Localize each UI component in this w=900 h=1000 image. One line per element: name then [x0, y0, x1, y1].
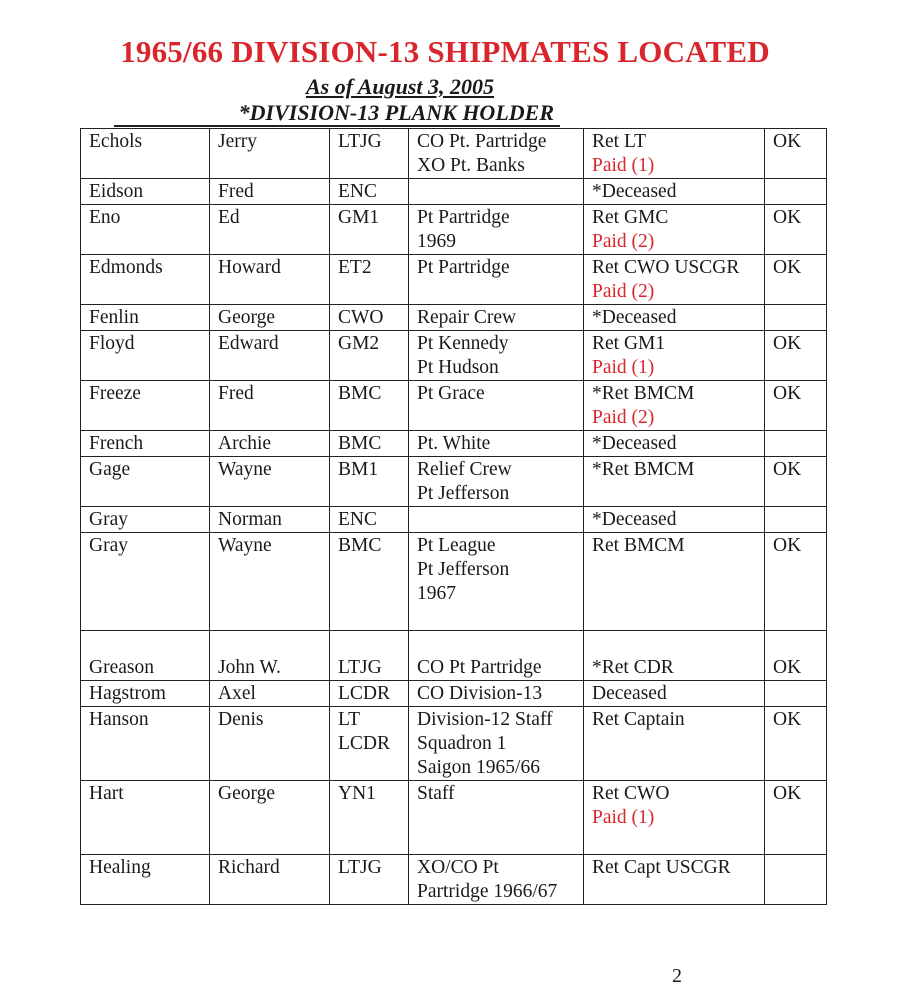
ok-cell: [765, 255, 827, 305]
assignment-line: Staff: [417, 783, 455, 804]
assignment-cell: [409, 681, 584, 707]
rate-cell: [330, 179, 409, 205]
first-name-cell: [210, 179, 330, 205]
last-name: Gray: [89, 509, 128, 530]
status-line: *Deceased: [592, 181, 677, 202]
ok-cell: [765, 781, 827, 855]
rate-line: LT: [338, 709, 361, 730]
page-number: 2: [672, 965, 682, 987]
last-name: Fenlin: [89, 307, 139, 328]
last-name: Floyd: [89, 333, 135, 354]
ok-cell: [765, 331, 827, 381]
ok-mark: OK: [773, 131, 802, 152]
status-cell: [584, 681, 765, 707]
first-name: Axel: [218, 683, 256, 704]
rate-line: ET2: [338, 257, 372, 278]
rate-line: LTJG: [338, 657, 382, 678]
assignment-cell: [409, 179, 584, 205]
table-row: [81, 381, 827, 431]
assignment-line: XO/CO Pt: [417, 857, 499, 878]
rate-cell: [330, 205, 409, 255]
status-line: *Ret BMCM: [592, 459, 695, 480]
last-name: Echols: [89, 131, 143, 152]
ok-cell: [765, 129, 827, 179]
last-name-cell: [81, 507, 210, 533]
last-name-cell: [81, 381, 210, 431]
last-name-cell: [81, 457, 210, 507]
assignment-cell: [409, 707, 584, 781]
ok-mark: OK: [773, 383, 802, 404]
status-cell: [584, 331, 765, 381]
rate-line: GM1: [338, 207, 380, 228]
first-name-cell: [210, 431, 330, 457]
ok-cell: [765, 707, 827, 781]
last-name: Hart: [89, 783, 124, 804]
ok-mark: OK: [773, 709, 802, 730]
status-cell: [584, 457, 765, 507]
table-row: [81, 431, 827, 457]
first-name: Richard: [218, 857, 280, 878]
assignment-cell: [409, 205, 584, 255]
status-cell: [584, 631, 765, 681]
table-row: [81, 331, 827, 381]
first-name: Denis: [218, 709, 264, 730]
last-name-cell: [81, 781, 210, 855]
assignment-cell: [409, 305, 584, 331]
rate-line: ENC: [338, 509, 377, 530]
status-cell: [584, 381, 765, 431]
paid-status: Paid (2): [592, 407, 655, 428]
assignment-cell: [409, 781, 584, 855]
rate-line: LCDR: [338, 733, 391, 754]
first-name: George: [218, 307, 276, 328]
first-name-cell: [210, 781, 330, 855]
status-cell: [584, 179, 765, 205]
assignment-line: Pt Jefferson: [417, 559, 510, 580]
last-name-cell: [81, 855, 210, 905]
assignment-line: Pt Kennedy: [417, 333, 509, 354]
ok-cell: [765, 381, 827, 431]
rate-cell: [330, 533, 409, 631]
status-line: *Deceased: [592, 509, 677, 530]
ok-mark: OK: [773, 459, 802, 480]
rate-cell: [330, 631, 409, 681]
last-name-cell: [81, 305, 210, 331]
table-row: [81, 631, 827, 681]
rate-line: CWO: [338, 307, 384, 328]
table-row: [81, 129, 827, 179]
ok-cell: [765, 507, 827, 533]
ok-mark: OK: [773, 333, 802, 354]
shipmates-table: [80, 128, 827, 905]
table-row: [81, 533, 827, 631]
table-row: [81, 457, 827, 507]
rate-cell: [330, 781, 409, 855]
table-row: [81, 855, 827, 905]
assignment-cell: [409, 631, 584, 681]
shipmates-table-body: [81, 129, 827, 905]
assignment-line: Pt. White: [417, 433, 491, 454]
first-name: George: [218, 783, 276, 804]
first-name: Fred: [218, 181, 254, 202]
status-line: *Deceased: [592, 307, 677, 328]
last-name-cell: [81, 129, 210, 179]
last-name-cell: [81, 255, 210, 305]
first-name: Wayne: [218, 459, 272, 480]
status-line: Ret GM1: [592, 333, 666, 354]
last-name-cell: [81, 205, 210, 255]
ok-cell: [765, 179, 827, 205]
assignment-line: Pt Partridge: [417, 257, 510, 278]
table-row: [81, 707, 827, 781]
rate-line: GM2: [338, 333, 380, 354]
rate-cell: [330, 305, 409, 331]
status-cell: [584, 707, 765, 781]
last-name: Freeze: [89, 383, 141, 404]
assignment-line: Pt Jefferson: [417, 483, 510, 504]
rate-cell: [330, 431, 409, 457]
assignment-line: Pt Grace: [417, 383, 485, 404]
assignment-cell: [409, 129, 584, 179]
status-cell: [584, 533, 765, 631]
first-name-cell: [210, 681, 330, 707]
status-line: Ret Captain: [592, 709, 685, 730]
last-name: Eidson: [89, 181, 144, 202]
first-name-cell: [210, 855, 330, 905]
paid-status: Paid (2): [592, 231, 655, 252]
rate-cell: [330, 129, 409, 179]
last-name: Greason: [89, 657, 154, 678]
ok-mark: OK: [773, 207, 802, 228]
rate-cell: [330, 681, 409, 707]
assignment-line: [417, 606, 575, 630]
assignment-line: [417, 806, 575, 830]
assignment-line: CO Pt Partridge: [417, 657, 542, 678]
assignment-line: Pt Partridge: [417, 207, 510, 228]
table-row: [81, 305, 827, 331]
plank-holder-note: *DIVISION-13 PLANK HOLDER: [114, 100, 560, 127]
first-name: John W.: [218, 657, 281, 678]
last-name: Healing: [89, 857, 151, 878]
status-line: *Deceased: [592, 433, 677, 454]
first-name: Wayne: [218, 535, 272, 556]
first-name: Archie: [218, 433, 272, 454]
status-line: Ret CWO: [592, 783, 670, 804]
last-name: Hagstrom: [89, 683, 166, 704]
rate-cell: [330, 255, 409, 305]
assignment-cell: [409, 331, 584, 381]
last-name-cell: [81, 707, 210, 781]
first-name-cell: [210, 457, 330, 507]
ok-cell: [765, 457, 827, 507]
first-name: Howard: [218, 257, 281, 278]
assignment-line: CO Division-13: [417, 683, 543, 704]
assignment-line: Relief Crew: [417, 459, 512, 480]
rate-cell: [330, 855, 409, 905]
rate-line: LCDR: [338, 683, 391, 704]
status-line: *Ret BMCM: [592, 383, 695, 404]
rate-cell: [330, 457, 409, 507]
table-row: [81, 255, 827, 305]
status-cell: [584, 255, 765, 305]
assignment-cell: [409, 255, 584, 305]
ok-mark: OK: [773, 783, 802, 804]
last-name: Gage: [89, 459, 131, 480]
assignment-cell: [409, 381, 584, 431]
first-name-cell: [210, 507, 330, 533]
rate-cell: [330, 507, 409, 533]
first-name: Jerry: [218, 131, 257, 152]
status-line: Ret Capt USCGR: [592, 857, 731, 878]
first-name: Edward: [218, 333, 279, 354]
assignment-line: Pt Hudson: [417, 357, 499, 378]
first-name-cell: [210, 381, 330, 431]
paid-status: Paid (2): [592, 281, 655, 302]
first-name-cell: [210, 331, 330, 381]
assignment-cell: [409, 855, 584, 905]
rate-line: BMC: [338, 535, 382, 556]
paid-status: Paid (1): [592, 357, 655, 378]
status-cell: [584, 305, 765, 331]
first-name-cell: [210, 255, 330, 305]
first-name-cell: [210, 129, 330, 179]
ok-cell: [765, 205, 827, 255]
assignment-cell: [409, 533, 584, 631]
ok-cell: [765, 681, 827, 707]
rate-line: LTJG: [338, 131, 382, 152]
ok-cell: [765, 305, 827, 331]
rate-line: LTJG: [338, 857, 382, 878]
assignment-line: 1969: [417, 231, 456, 252]
last-name-cell: [81, 533, 210, 631]
last-name: French: [89, 433, 144, 454]
assignment-line: Division-12 Staff: [417, 709, 553, 730]
rate-cell: [330, 707, 409, 781]
assignment-line: XO Pt. Banks: [417, 155, 525, 176]
ok-mark: OK: [773, 257, 802, 278]
last-name: Hanson: [89, 709, 149, 730]
last-name-cell: [81, 331, 210, 381]
rate-cell: [330, 381, 409, 431]
status-line: Ret GMC: [592, 207, 669, 228]
last-name-cell: [81, 631, 210, 681]
status-cell: [584, 129, 765, 179]
assignment-cell: [409, 431, 584, 457]
first-name-cell: [210, 305, 330, 331]
status-cell: [584, 205, 765, 255]
ok-mark: OK: [773, 657, 802, 678]
first-name: Norman: [218, 509, 282, 530]
table-row: [81, 681, 827, 707]
status-line: Ret CWO USCGR: [592, 257, 740, 278]
assignment-line: Pt League: [417, 535, 496, 556]
assignment-line: 1967: [417, 583, 456, 604]
assignment-line: Squadron 1: [417, 733, 507, 754]
status-cell: [584, 855, 765, 905]
last-name-cell: [81, 431, 210, 457]
table-row: [81, 179, 827, 205]
assignment-cell: [409, 507, 584, 533]
last-name: Eno: [89, 207, 121, 228]
status-line: Ret LT: [592, 131, 646, 152]
rate-line: BMC: [338, 383, 382, 404]
assignment-line: [417, 830, 575, 854]
assignment-line: Saigon 1965/66: [417, 757, 540, 778]
assignment-line: Partridge 1966/67: [417, 881, 558, 902]
ok-cell: [765, 631, 827, 681]
status-cell: [584, 431, 765, 457]
rate-line: BM1: [338, 459, 379, 480]
assignment-line: CO Pt. Partridge: [417, 131, 547, 152]
rate-line: YN1: [338, 783, 376, 804]
last-name-cell: [81, 681, 210, 707]
first-name-cell: [210, 533, 330, 631]
paid-status: Paid (1): [592, 807, 655, 828]
first-name-cell: [210, 631, 330, 681]
paid-status: Paid (1): [592, 155, 655, 176]
first-name-cell: [210, 205, 330, 255]
assignment-line: Repair Crew: [417, 307, 517, 328]
first-name: Ed: [218, 207, 240, 228]
rate-cell: [330, 331, 409, 381]
first-name: Fred: [218, 383, 254, 404]
as-of-date: As of August 3, 2005: [305, 74, 495, 99]
last-name: Edmonds: [89, 257, 163, 278]
table-row: [81, 507, 827, 533]
status-line: *Ret CDR: [592, 657, 674, 678]
last-name-cell: [81, 179, 210, 205]
ok-cell: [765, 855, 827, 905]
status-line: Ret BMCM: [592, 535, 685, 556]
table-row: [81, 205, 827, 255]
ok-mark: OK: [773, 535, 802, 556]
status-cell: [584, 781, 765, 855]
status-line: Deceased: [592, 683, 667, 704]
ok-cell: [765, 431, 827, 457]
first-name-cell: [210, 707, 330, 781]
ok-cell: [765, 533, 827, 631]
document-title: 1965/66 DIVISION-13 SHIPMATES LOCATED: [120, 34, 770, 69]
status-cell: [584, 507, 765, 533]
last-name: Gray: [89, 535, 128, 556]
table-row: [81, 781, 827, 855]
assignment-cell: [409, 457, 584, 507]
rate-line: ENC: [338, 181, 377, 202]
rate-line: BMC: [338, 433, 382, 454]
